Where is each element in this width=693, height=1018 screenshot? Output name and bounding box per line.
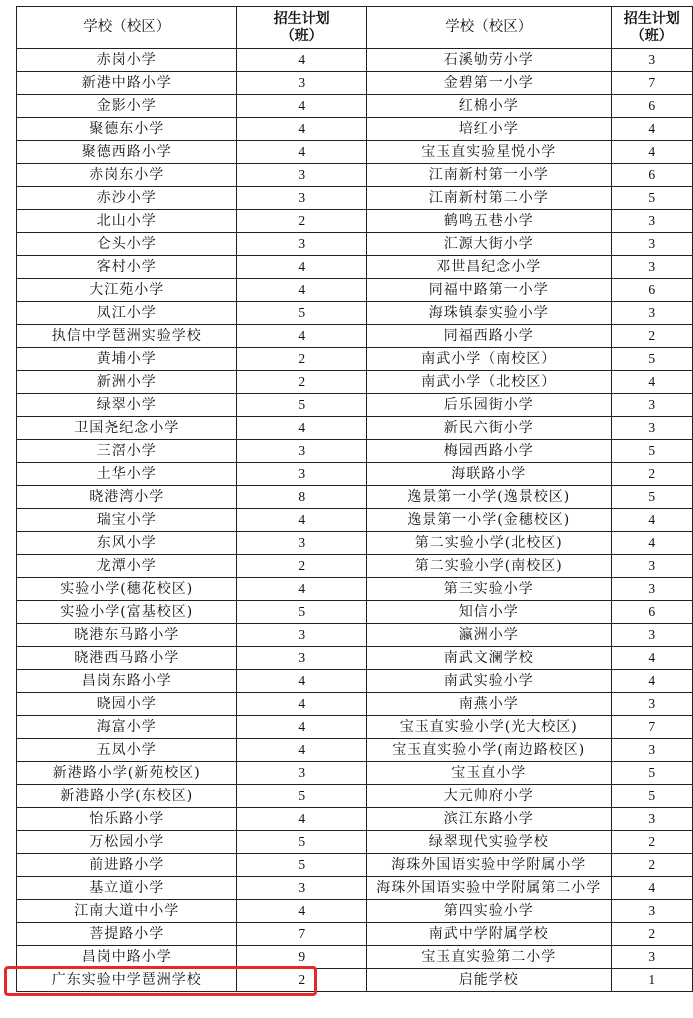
school-right-cell: 第三实验小学: [366, 578, 611, 601]
school-left-cell: 卫国尧纪念小学: [17, 417, 237, 440]
school-right-cell: 新民六街小学: [366, 417, 611, 440]
school-left-cell: 大江苑小学: [17, 279, 237, 302]
plan-right-cell: 2: [611, 463, 693, 486]
table-row: [17, 969, 693, 992]
plan-right-cell: 4: [611, 647, 693, 670]
table-row: [17, 900, 693, 923]
school-right-cell: 绿翠现代实验学校: [366, 831, 611, 854]
plan-left-cell: 3: [237, 187, 366, 210]
school-right-cell: 海珠外国语实验中学附属小学: [366, 854, 611, 877]
plan-right-cell: 3: [611, 555, 693, 578]
table-row: [17, 946, 693, 969]
school-right-cell: 第二实验小学(北校区): [366, 532, 611, 555]
table-row: [17, 371, 693, 394]
plan-left-cell: 3: [237, 463, 366, 486]
school-right-cell: 海珠镇泰实验小学: [366, 302, 611, 325]
school-left-cell: 金影小学: [17, 95, 237, 118]
school-left-cell: 基立道小学: [17, 877, 237, 900]
table-row: [17, 509, 693, 532]
school-right-cell: 南燕小学: [366, 693, 611, 716]
table-row: [17, 693, 693, 716]
school-left-cell: 土华小学: [17, 463, 237, 486]
school-left-cell: 晓港东马路小学: [17, 624, 237, 647]
school-right-cell: 同福中路第一小学: [366, 279, 611, 302]
school-left-cell: 三滘小学: [17, 440, 237, 463]
school-right-cell: 后乐园街小学: [366, 394, 611, 417]
plan-right-cell: 5: [611, 785, 693, 808]
school-right-cell: 瀛洲小学: [366, 624, 611, 647]
table-row: [17, 762, 693, 785]
school-right-cell: 宝玉直实验小学(南边路校区): [366, 739, 611, 762]
school-left-cell: 实验小学(穗花校区): [17, 578, 237, 601]
plan-right-cell: 3: [611, 394, 693, 417]
table-row: [17, 923, 693, 946]
school-right-cell: 培红小学: [366, 118, 611, 141]
plan-left-cell: 3: [237, 647, 366, 670]
school-left-cell: 昌岗中路小学: [17, 946, 237, 969]
plan-left-cell: 2: [237, 348, 366, 371]
header-plan-left-line1: 招生计划: [273, 10, 330, 27]
plan-right-cell: 4: [611, 877, 693, 900]
table-row: [17, 95, 693, 118]
school-left-cell: 仑头小学: [17, 233, 237, 256]
plan-right-cell: 2: [611, 854, 693, 877]
school-right-cell: 逸景第一小学(逸景校区): [366, 486, 611, 509]
plan-left-cell: 5: [237, 302, 366, 325]
school-left-cell: 聚德东小学: [17, 118, 237, 141]
school-left-cell: 客村小学: [17, 256, 237, 279]
school-left-cell: 东风小学: [17, 532, 237, 555]
plan-right-cell: 3: [611, 946, 693, 969]
header-plan-left: [237, 7, 366, 49]
plan-right-cell: 4: [611, 670, 693, 693]
school-right-cell: 江南新村第一小学: [366, 164, 611, 187]
plan-right-cell: 7: [611, 716, 693, 739]
plan-right-cell: 1: [611, 969, 693, 992]
plan-left-cell: 4: [237, 141, 366, 164]
table-row: [17, 854, 693, 877]
plan-right-cell: 5: [611, 486, 693, 509]
table-row: [17, 647, 693, 670]
plan-right-cell: 6: [611, 95, 693, 118]
plan-right-cell: 3: [611, 417, 693, 440]
plan-left-cell: 4: [237, 118, 366, 141]
plan-right-cell: 3: [611, 739, 693, 762]
plan-left-cell: 3: [237, 164, 366, 187]
table-row: [17, 601, 693, 624]
plan-right-cell: 4: [611, 532, 693, 555]
plan-left-cell: 7: [237, 923, 366, 946]
plan-left-cell: 9: [237, 946, 366, 969]
plan-left-cell: 4: [237, 578, 366, 601]
plan-right-cell: 5: [611, 187, 693, 210]
school-right-cell: 滨江东路小学: [366, 808, 611, 831]
school-right-cell: 汇源大街小学: [366, 233, 611, 256]
school-left-cell: 新港中路小学: [17, 72, 237, 95]
header-plan-right-line2: （班）: [630, 27, 673, 44]
school-right-cell: 南武实验小学: [366, 670, 611, 693]
table-row: [17, 210, 693, 233]
school-right-cell: 石溪劬劳小学: [366, 49, 611, 72]
plan-right-cell: 6: [611, 601, 693, 624]
plan-left-cell: 4: [237, 693, 366, 716]
school-right-cell: 宝玉直小学: [366, 762, 611, 785]
plan-left-cell: 3: [237, 762, 366, 785]
school-left-cell: 绿翠小学: [17, 394, 237, 417]
plan-left-cell: 2: [237, 210, 366, 233]
plan-right-cell: 6: [611, 279, 693, 302]
plan-left-cell: 2: [237, 969, 366, 992]
school-left-cell: 晓园小学: [17, 693, 237, 716]
header-plan-left-line2: （班）: [280, 27, 323, 44]
table-row: [17, 578, 693, 601]
table-row: [17, 739, 693, 762]
plan-left-cell: 4: [237, 325, 366, 348]
school-left-cell: 黄埔小学: [17, 348, 237, 371]
plan-right-cell: 4: [611, 371, 693, 394]
table-row: [17, 555, 693, 578]
plan-left-cell: 4: [237, 670, 366, 693]
school-right-cell: 南武小学（南校区）: [366, 348, 611, 371]
table-row: [17, 670, 693, 693]
table-row: [17, 394, 693, 417]
plan-right-cell: 4: [611, 509, 693, 532]
table-row: [17, 187, 693, 210]
school-left-cell: 北山小学: [17, 210, 237, 233]
header-school-left: 学校（校区）: [17, 7, 237, 49]
plan-left-cell: 4: [237, 279, 366, 302]
table-row: [17, 348, 693, 371]
plan-left-cell: 5: [237, 785, 366, 808]
school-left-cell: 昌岗东路小学: [17, 670, 237, 693]
school-left-cell: 晓港湾小学: [17, 486, 237, 509]
school-right-cell: 第四实验小学: [366, 900, 611, 923]
school-left-cell: 江南大道中小学: [17, 900, 237, 923]
plan-left-cell: 4: [237, 49, 366, 72]
school-right-cell: 南武小学（北校区）: [366, 371, 611, 394]
school-left-cell: 晓港西马路小学: [17, 647, 237, 670]
plan-left-cell: 5: [237, 854, 366, 877]
plan-right-cell: 2: [611, 325, 693, 348]
school-right-cell: 梅园西路小学: [366, 440, 611, 463]
plan-right-cell: 4: [611, 118, 693, 141]
plan-left-cell: 4: [237, 716, 366, 739]
plan-left-cell: 8: [237, 486, 366, 509]
school-left-cell: 聚德西路小学: [17, 141, 237, 164]
plan-right-cell: 3: [611, 256, 693, 279]
school-right-cell: 宝玉直实验星悦小学: [366, 141, 611, 164]
plan-left-cell: 3: [237, 72, 366, 95]
school-right-cell: 海联路小学: [366, 463, 611, 486]
table-row: [17, 716, 693, 739]
school-right-cell: 第二实验小学(南校区): [366, 555, 611, 578]
plan-right-cell: 3: [611, 210, 693, 233]
plan-left-cell: 5: [237, 831, 366, 854]
table-row: [17, 72, 693, 95]
school-right-cell: 邓世昌纪念小学: [366, 256, 611, 279]
table-row: [17, 463, 693, 486]
table-row: [17, 141, 693, 164]
school-left-cell: 凤江小学: [17, 302, 237, 325]
table-row: [17, 118, 693, 141]
school-right-cell: 宝玉直实验小学(光大校区): [366, 716, 611, 739]
school-right-cell: 南武中学附属学校: [366, 923, 611, 946]
plan-right-cell: 5: [611, 348, 693, 371]
school-left-cell: 怡乐路小学: [17, 808, 237, 831]
school-left-cell: 新港路小学(新苑校区): [17, 762, 237, 785]
school-right-cell: 江南新村第二小学: [366, 187, 611, 210]
plan-left-cell: 4: [237, 417, 366, 440]
plan-right-cell: 3: [611, 233, 693, 256]
plan-right-cell: 3: [611, 624, 693, 647]
table-row: [17, 417, 693, 440]
plan-left-cell: 3: [237, 440, 366, 463]
plan-left-cell: 2: [237, 555, 366, 578]
plan-left-cell: 5: [237, 601, 366, 624]
header-plan-right: [611, 7, 693, 49]
school-right-cell: 逸景第一小学(金穗校区): [366, 509, 611, 532]
plan-right-cell: 3: [611, 900, 693, 923]
plan-right-cell: 5: [611, 440, 693, 463]
table-row: [17, 279, 693, 302]
school-left-cell: 万松园小学: [17, 831, 237, 854]
school-right-cell: 启能学校: [366, 969, 611, 992]
table-row: [17, 302, 693, 325]
plan-right-cell: 3: [611, 693, 693, 716]
plan-left-cell: 4: [237, 95, 366, 118]
school-left-cell: 新洲小学: [17, 371, 237, 394]
school-right-cell: 知信小学: [366, 601, 611, 624]
plan-right-cell: 2: [611, 923, 693, 946]
plan-left-cell: 5: [237, 394, 366, 417]
header-plan-right-line1: 招生计划: [623, 10, 680, 27]
table-row: [17, 831, 693, 854]
plan-left-cell: 4: [237, 739, 366, 762]
header-school-right: 学校（校区）: [366, 7, 611, 49]
table-row: [17, 440, 693, 463]
table-row: [17, 486, 693, 509]
plan-right-cell: 6: [611, 164, 693, 187]
plan-left-cell: 4: [237, 256, 366, 279]
plan-right-cell: 4: [611, 141, 693, 164]
plan-left-cell: 3: [237, 532, 366, 555]
table-row: [17, 808, 693, 831]
plan-right-cell: 3: [611, 578, 693, 601]
table-row: [17, 532, 693, 555]
school-left-cell: 新港路小学(东校区): [17, 785, 237, 808]
school-right-cell: 鹤鸣五巷小学: [366, 210, 611, 233]
plan-left-cell: 4: [237, 900, 366, 923]
school-left-cell: 前进路小学: [17, 854, 237, 877]
school-left-cell: 执信中学琶洲实验学校: [17, 325, 237, 348]
school-right-cell: 海珠外国语实验中学附属第二小学: [366, 877, 611, 900]
plan-left-cell: 3: [237, 877, 366, 900]
school-left-cell: 广东实验中学琶洲学校: [17, 969, 237, 992]
school-right-cell: 红棉小学: [366, 95, 611, 118]
school-right-cell: 南武文澜学校: [366, 647, 611, 670]
school-right-cell: 同福西路小学: [366, 325, 611, 348]
table-row: [17, 164, 693, 187]
plan-right-cell: 7: [611, 72, 693, 95]
school-right-cell: 宝玉直实验第二小学: [366, 946, 611, 969]
plan-left-cell: 3: [237, 233, 366, 256]
plan-right-cell: 2: [611, 831, 693, 854]
plan-left-cell: 4: [237, 808, 366, 831]
enrollment-plan-table: [16, 6, 693, 992]
plan-left-cell: 2: [237, 371, 366, 394]
table-row: [17, 785, 693, 808]
table-row: [17, 256, 693, 279]
plan-right-cell: 3: [611, 302, 693, 325]
school-left-cell: 赤岗东小学: [17, 164, 237, 187]
plan-left-cell: 3: [237, 624, 366, 647]
school-left-cell: 赤岗小学: [17, 49, 237, 72]
school-left-cell: 五凤小学: [17, 739, 237, 762]
plan-right-cell: 3: [611, 49, 693, 72]
table-row: [17, 49, 693, 72]
school-right-cell: 金碧第一小学: [366, 72, 611, 95]
table-row: [17, 325, 693, 348]
school-left-cell: 瑞宝小学: [17, 509, 237, 532]
plan-right-cell: 5: [611, 762, 693, 785]
school-right-cell: 大元帅府小学: [366, 785, 611, 808]
plan-left-cell: 4: [237, 509, 366, 532]
school-left-cell: 菩提路小学: [17, 923, 237, 946]
school-left-cell: 龙潭小学: [17, 555, 237, 578]
table-row: [17, 877, 693, 900]
school-left-cell: 赤沙小学: [17, 187, 237, 210]
school-left-cell: 实验小学(富基校区): [17, 601, 237, 624]
table-row: [17, 624, 693, 647]
school-left-cell: 海富小学: [17, 716, 237, 739]
table-header-row: [17, 7, 693, 49]
plan-right-cell: 3: [611, 808, 693, 831]
table-row: [17, 233, 693, 256]
